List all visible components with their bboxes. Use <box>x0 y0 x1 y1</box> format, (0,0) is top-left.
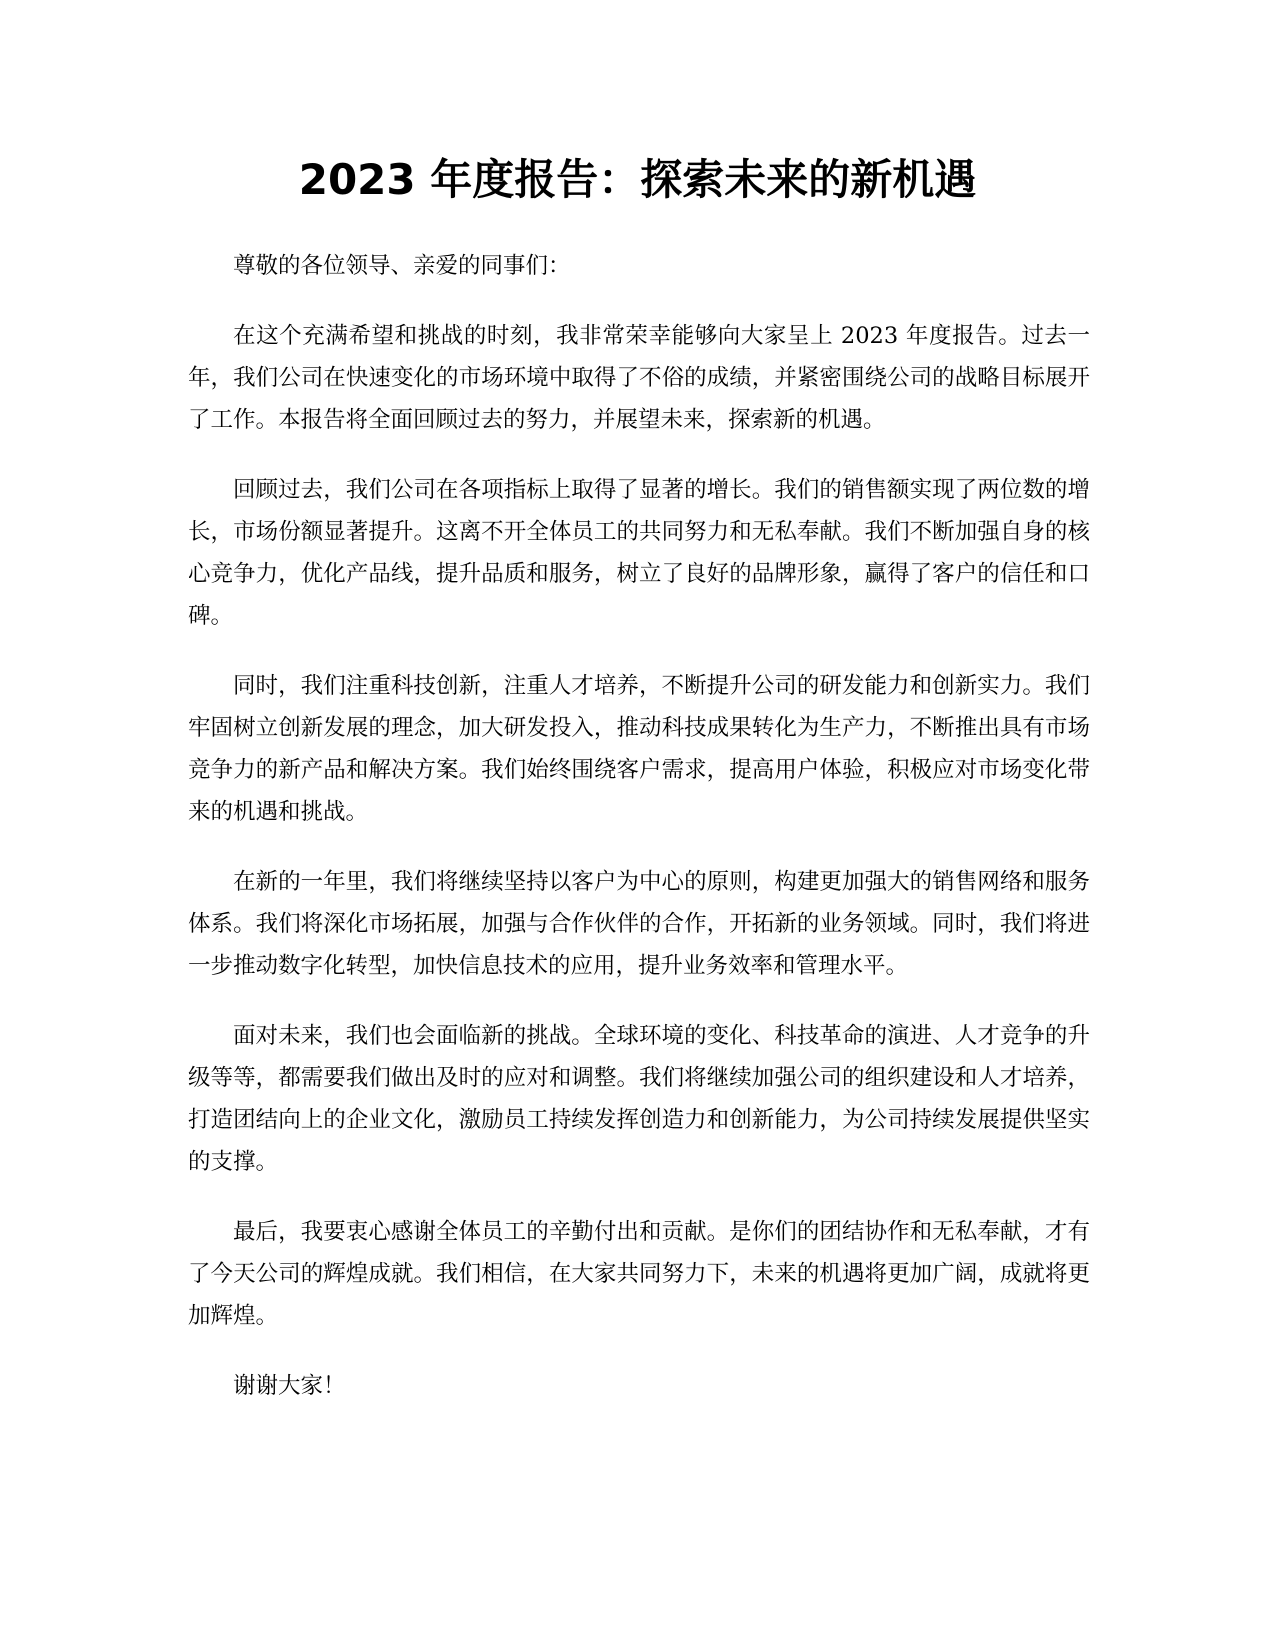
paragraph-closing: 谢谢大家！ <box>233 1373 346 1399</box>
paragraph-innovation: 同时，我们注重科技创新，注重人才培养，不断提升公司的研发能力和创新实力。我们牢固树立创新发展的理念，加大研发投入，推动科技成果转化为生产力，不断推出具有市场竞争力的新产品和解决方案。我们始终围绕客户需求，提高用户体验，积极应对市场变化带来的机遇和挑战。 <box>188 673 1090 825</box>
document-body <box>188 245 1090 1435</box>
document-title: 2023 年度报告：探索未来的新机遇 <box>298 155 977 204</box>
paragraph-review: 回顾过去，我们公司在各项指标上取得了显著的增长。我们的销售额实现了两位数的增长，市场份额显著提升。这离不开全体员工的共同努力和无私奉献。我们不断加强自身的核心竞争力，优化产品线，提升品质和服务，树立了良好的品牌形象，赢得了客户的信任和口碑。 <box>188 477 1090 629</box>
paragraph-gratitude: 最后，我要衷心感谢全体员工的辛勤付出和贡献。是你们的团结协作和无私奉献，才有了今天公司的辉煌成就。我们相信，在大家共同努力下，未来的机遇将更加广阔，成就将更加辉煌。 <box>188 1219 1090 1329</box>
paragraph-introduction: 在这个充满希望和挑战的时刻，我非常荣幸能够向大家呈上 2023 年度报告。过去一年，我们公司在快速变化的市场环境中取得了不俗的成绩，并紧密围绕公司的战略目标展开了工作。本报告将全面回顾过去的努力，并展望未来，探索新的机遇。 <box>188 323 1090 433</box>
paragraph-future-challenges: 面对未来，我们也会面临新的挑战。全球环境的变化、科技革命的演进、人才竞争的升级等等，都需要我们做出及时的应对和调整。我们将继续加强公司的组织建设和人才培养，打造团结向上的企业文化，激励员工持续发挥创造力和创新能力，为公司持续发展提供坚实的支撑。 <box>188 1023 1090 1175</box>
paragraph-new-year-plan: 在新的一年里，我们将继续坚持以客户为中心的原则，构建更加强大的销售网络和服务体系。我们将深化市场拓展，加强与合作伙伴的合作，开拓新的业务领域。同时，我们将进一步推动数字化转型，加快信息技术的应用，提升业务效率和管理水平。 <box>188 869 1090 979</box>
paragraph-salutation: 尊敬的各位领导、亲爱的同事们： <box>233 253 571 279</box>
